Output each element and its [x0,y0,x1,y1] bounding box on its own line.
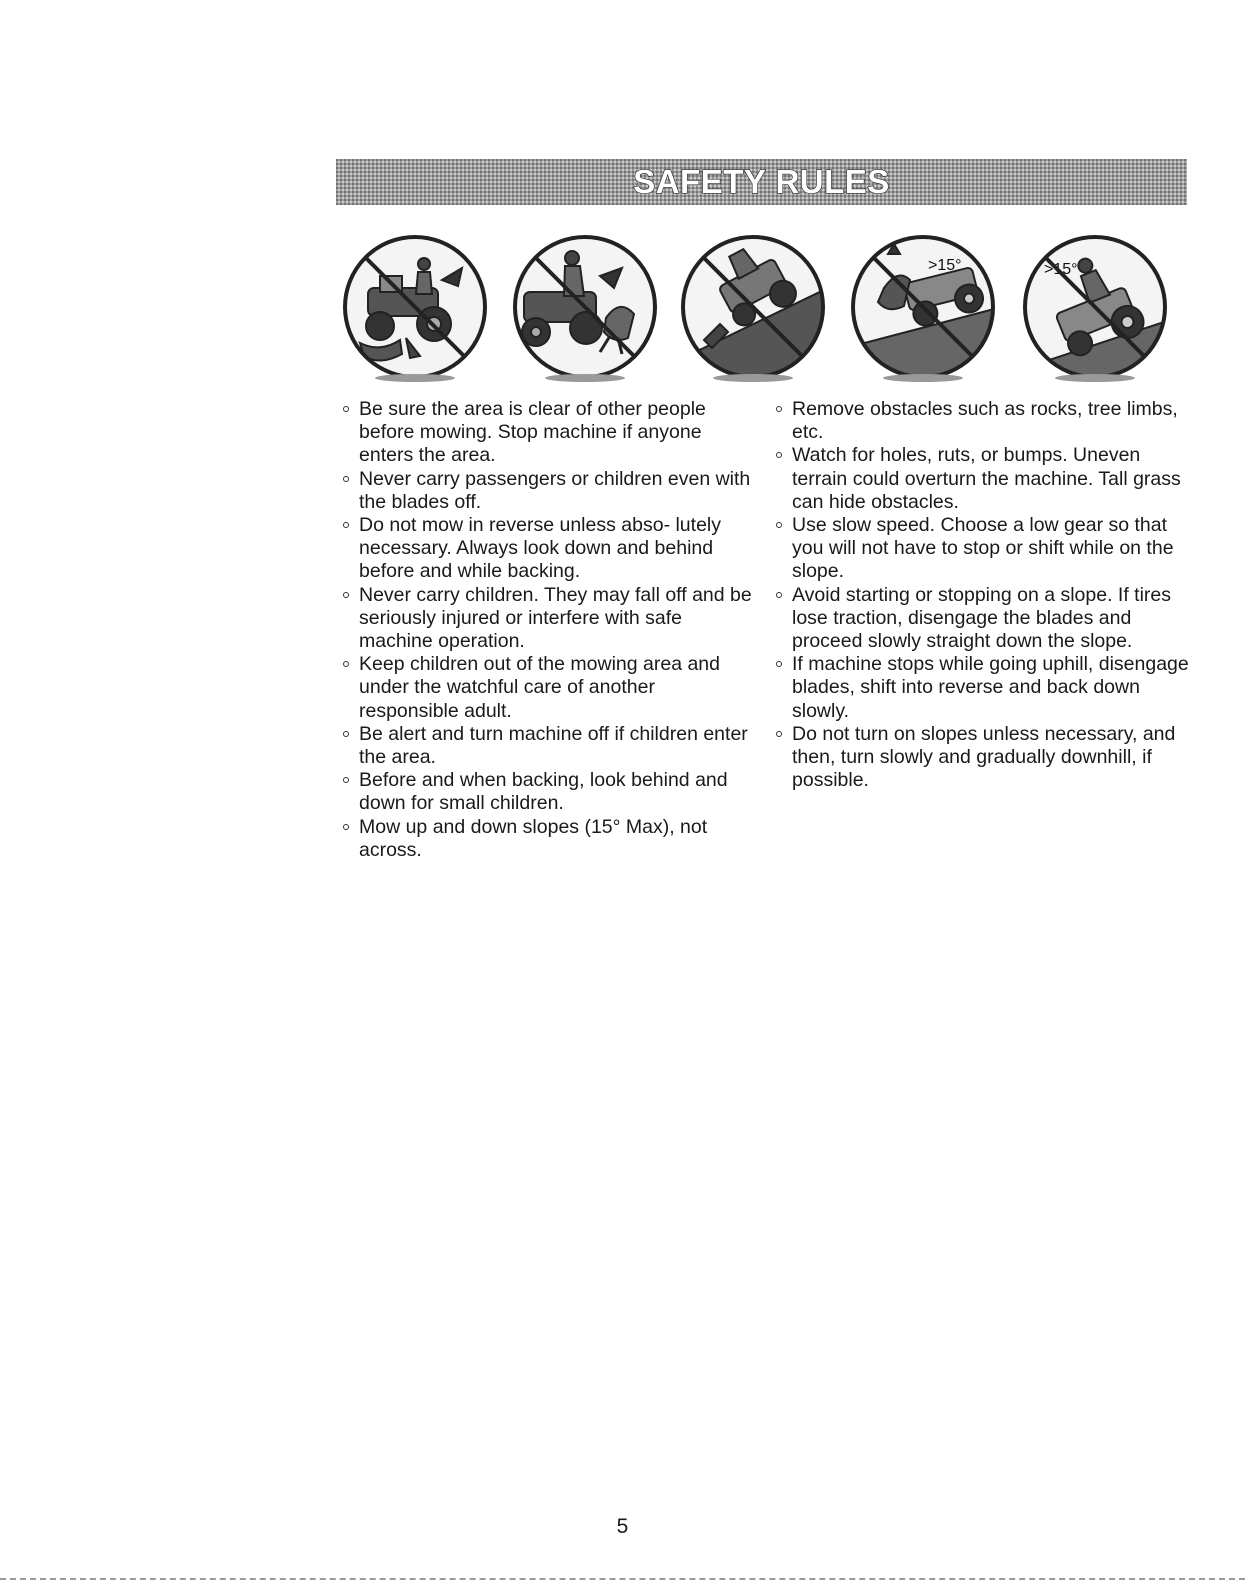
list-item: Avoid starting or stopping on a slope. If tires lose traction, disengage the blades and proceed slowly straight down the slope. [775,584,1195,654]
slope-label-4: >15° [928,257,962,274]
list-item: Watch for holes, ruts, or bumps. Uneven terrain could overturn the machine. Tall grass can hide obstacles. [775,444,1195,514]
rules-list-left [342,398,752,862]
page-title: SAFETY RULES [633,163,890,200]
list-item: If machine stops while going uphill, disengage blades, shift into reverse and back down slowly. [775,653,1195,723]
list-item: Be sure the area is clear of other people before mowing. Stop machine if anyone enters the area. [342,398,752,468]
slope-limit-15-degrees-icon [1020,228,1170,386]
no-passengers-icon [340,228,490,386]
list-item: Do not turn on slopes unless necessary, and then, turn slowly and gradually downhill, if possible. [775,723,1195,793]
rules-list-right [775,398,1195,792]
list-item: Keep children out of the mowing area and under the watchful care of another responsible adult. [342,653,752,723]
safety-rules-banner [336,159,1187,205]
list-item: Before and when backing, look behind and down for small children. [342,769,752,815]
list-item: Never carry children. They may fall off and be seriously injured or interfere with safe machine operation. [342,584,752,654]
bottom-divider [0,1578,1245,1580]
list-item: Do not mow in reverse unless abso- lutely necessary. Always look down and behind before and while backing. [342,514,752,584]
safety-icons-row [340,228,1190,388]
list-item: Never carry passengers or children even with the blades off. [342,468,752,514]
list-item: Remove obstacles such as rocks, tree limbs, etc. [775,398,1195,444]
slope-label-5: >15° [1044,261,1078,278]
safety-rules-left-column [342,398,752,862]
no-children-while-reversing-icon [510,228,660,386]
page-number: 5 [616,1515,629,1538]
slope-over-15-degrees-icon [848,228,998,386]
list-item: Mow up and down slopes (15° Max), not across. [342,816,752,862]
no-mowing-steep-side-slope-icon [678,228,828,386]
safety-rules-right-column [775,398,1195,792]
list-item: Be alert and turn machine off if children enter the area. [342,723,752,769]
list-item: Use slow speed. Choose a low gear so that you will not have to stop or shift while on the slope. [775,514,1195,584]
